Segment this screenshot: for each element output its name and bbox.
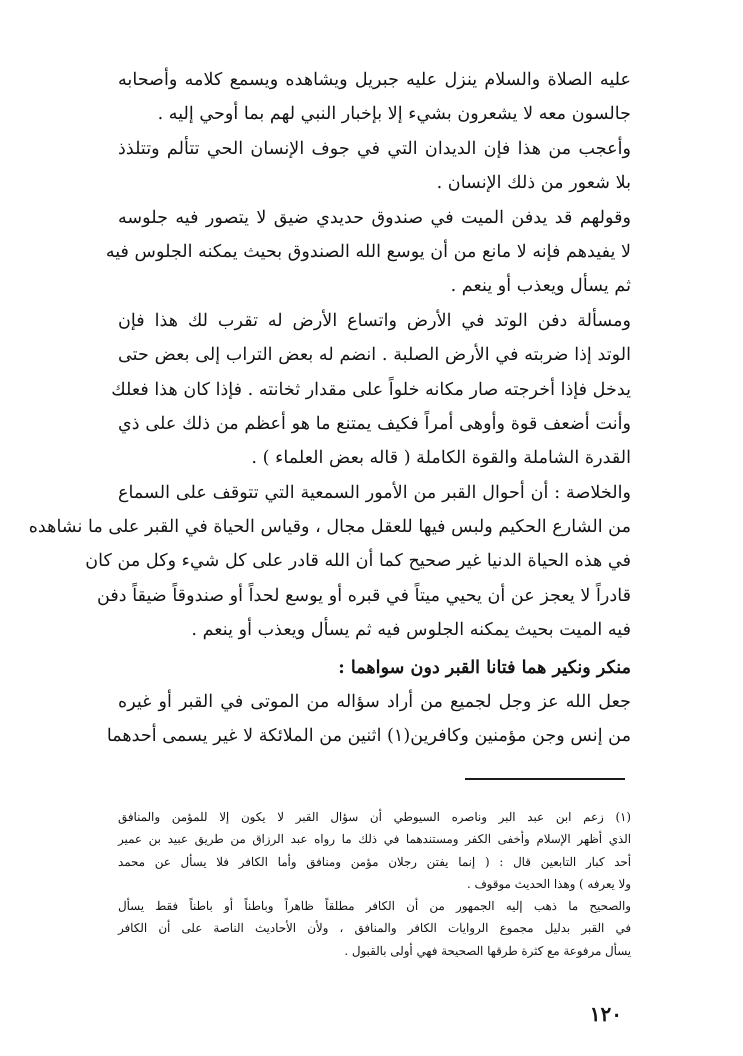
text-line: وأنت أضعف قوة وأوهى أمراً فكيف يمتنع ما هو أعظم من ذلك على ذي: [118, 413, 631, 434]
text-line: جالسون معه لا يشعرون بشيء إلا بإخبار النبي لهم بما أوحي إليه .: [157, 104, 631, 125]
footnotes: [118, 806, 631, 962]
section-heading: منكر ونكير هما فتانا القبر دون سواهما :: [338, 656, 631, 678]
footnote-separator: [465, 778, 625, 780]
text-line: القدرة الشاملة والقوة الكاملة ( قاله بعض العلماء ) .: [251, 448, 631, 469]
text-line: الوتد إذا ضربته في الأرض الصلبة . انضم له بعض التراب إلى بعض حتى: [118, 345, 631, 366]
text-line: وقولهم قد يدفن الميت في صندوق حديدي ضيق لا يتصور فيه جلوسه: [118, 207, 631, 228]
text-line: ومسألة دفن الوتد في الأرض واتساع الأرض له تقرب لك هذا فإن: [118, 310, 631, 331]
page-number: ١٢٠: [589, 1002, 622, 1026]
text-line: من إنس وجن مؤمنين وكافرين(١) اثنين من الملائكة لا غير يسمى أحدهما: [106, 726, 631, 747]
text-line: جعل الله عز وجل لجميع من أراد سؤاله من الموتى في القبر أو غيره: [118, 692, 631, 713]
text-line: في هذه الحياة الدنيا غير صحيح كما أن الله قادر على كل شيء وكل من كان: [85, 551, 631, 572]
main-text: [28, 63, 631, 754]
footnote-line: يسأل مرفوعة مع كثرة طرقها الصحيحة فهي أولى بالقبول .: [344, 943, 631, 958]
text-line: وأعجب من هذا فإن الديدان التي في جوف الإنسان الحي تتألم وتتلذذ: [118, 138, 631, 159]
text-line: والخلاصة : أن أحوال القبر من الأمور السمعية التي تتوقف على السماع: [118, 482, 631, 503]
text-line: يدخل فإذا أخرجته صار مكانه خلواً على مقدار ثخانته . فإذا كان هذا فعلك: [111, 379, 631, 400]
text-line: قادراً لا يعجز عن أن يحيي ميتاً في قبره أو يوسع لحداً أو صندوقاً ضيقاً دفن: [96, 585, 631, 606]
text-line: من الشارع الحكيم ولبس فيها للعقل مجال ، وقياس الحياة في القبر على ما نشاهده: [28, 517, 631, 538]
text-line: ثم يسأل ويعذب أو ينعم .: [450, 276, 631, 297]
footnote-line: ولا يعرفه ) وهذا الحديث موقوف .: [466, 876, 631, 891]
text-line: فيه الميت بحيث يمكنه الجلوس فيه ثم يسأل ويعذب أو ينعم .: [191, 620, 631, 641]
text-line: عليه الصلاة والسلام ينزل عليه جبريل ويشاهده ويسمع كلامه وأصحابه: [118, 70, 631, 90]
text-line: لا يفيدهم فإنه لا مانع من أن يوسع الله الصندوق بحيث يمكنه الجلوس فيه: [105, 241, 631, 262]
footnote-line: (١) زعم ابن عبد البر وناصره السيوطي أن سؤال القبر لا يكون إلا للمؤمن والمنافق: [118, 810, 631, 824]
footnote-line: أحد كبار التابعين قال : ( إنما يفتن رجلان مؤمن ومنافق وأما الكافر فلا يسأل عن محمد: [118, 854, 631, 869]
footnote-line: والصحيح ما ذهب إليه الجمهور من أن الكافر مطلقاً ظاهراً وباطناً أو باطناً فقط يسأل: [118, 899, 631, 914]
text-line: بلا شعور من ذلك الإنسان .: [436, 173, 631, 194]
footnote-line: في القبر بدليل مجموع الروايات الكافر والمنافق ، ولأن الأحاديث الناصة على أن الكافر: [118, 921, 631, 936]
footnote-line: الذي أظهر الإسلام وأخفى الكفر ومستندهما في ذلك ما رواه عبد الرزاق من طريق عبيد بن عمير: [118, 832, 631, 847]
